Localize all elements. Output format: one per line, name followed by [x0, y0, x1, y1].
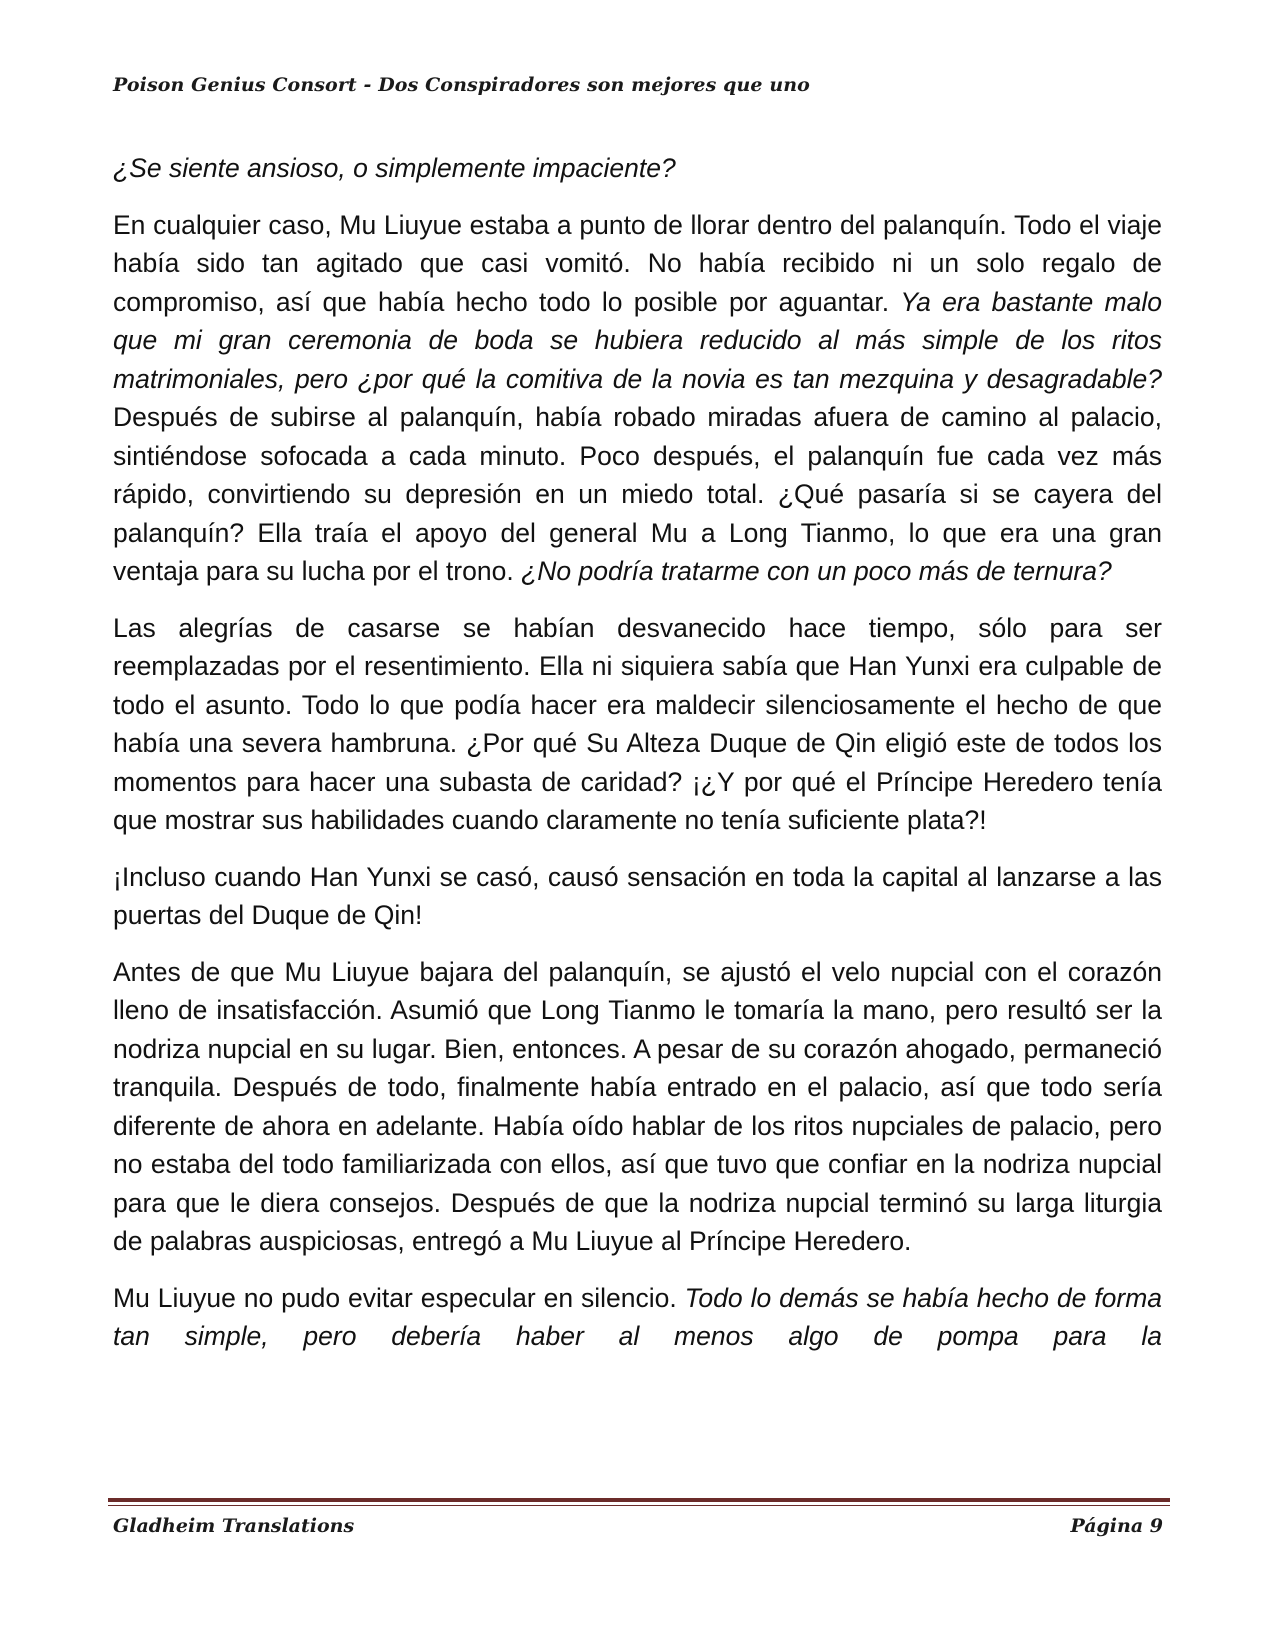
paragraph-1: ¿Se siente ansioso, o simplemente impaciente? [113, 153, 676, 183]
footer-divider-thin [108, 1505, 1170, 1506]
paragraph-4: ¡Incluso cuando Han Yunxi se casó, causó sensación en toda la capital al lanzarse a las puertas del Duque de Qin! [113, 861, 1162, 930]
paragraph-6-text-a: Mu Liuyue no pudo evitar especular en silencio. [113, 1282, 685, 1313]
paragraph-6 [113, 1279, 1162, 1356]
paragraph-2-text-c: Después de subirse al palanquín, había robado miradas afuera de camino al palacio, sintiéndose sofocada a cada minuto. Poco después, el palanquín fue cada vez más rápido, convirtiendo su depresión en un miedo total. ¿Qué pasaría si se cayera del palanquín? Ella traía el apoyo del general Mu a Long Tianmo, lo que era una gran ventaja para su lucha por el trono. [113, 402, 1162, 586]
paragraph-2-thought: Ya era bastante malo que mi gran ceremonia de boda se hubiera reducido al más simple de los ritos matrimoniales, pero ¿por qué la comitiva de la novia es tan mezquina y desagradable? [113, 286, 1162, 394]
paragraph-6-thought: Todo lo demás se había hecho de forma tan simple, pero debería haber al menos algo de pompa para la [113, 1282, 1163, 1351]
paragraph-2-thought-end: ¿No podría tratarme con un poco más de ternura? [521, 556, 1112, 586]
paragraph-2-text-a: En cualquier caso, Mu Liuyue estaba a punto de llorar dentro del palanquín. Todo el viaje había sido tan agitado que casi vomitó. No había recibido ni un solo regalo de compromiso, así que había hecho todo lo posible por aguantar. [113, 209, 1162, 317]
paragraph-2 [113, 206, 1162, 591]
paragraph-3: Las alegrías de casarse se habían desvanecido hace tiempo, sólo para ser reemplazadas por el resentimiento. Ella ni siquiera sabía que Han Yunxi era culpable de todo el asunto. Todo lo que podía hacer era maldecir silenciosamente el hecho de que había una severa hambruna. ¿Por qué Su Alteza Duque de Qin eligió este de todos los momentos para hacer una subasta de caridad? ¡¿Y por qué el Príncipe Heredero tenía que mostrar sus habilidades cuando claramente no tenía suficiente plata?! [113, 612, 1162, 835]
footer-translator-credit: Gladheim Translations [113, 1515, 355, 1537]
page-header-title: Poison Genius Consort - Dos Conspiradores son mejores que uno [113, 74, 810, 96]
footer-divider-thick [108, 1498, 1170, 1502]
paragraph-5: Antes de que Mu Liuyue bajara del palanquín, se ajustó el velo nupcial con el corazón lleno de insatisfacción. Asumió que Long Tianmo le tomaría la mano, pero resultó ser la nodriza nupcial en su lugar. Bien, entonces. A pesar de su corazón ahogado, permaneció tranquila. Después de todo, finalmente había entrado en el palacio, así que todo sería diferente de ahora en adelante. Había oído hablar de los ritos nupciales de palacio, pero no estaba del todo familiarizada con ellos, así que tuvo que confiar en la nodriza nupcial para que le diera consejos. Después de que la nodriza nupcial terminó su larga liturgia de palabras auspiciosas, entregó a Mu Liuyue al Príncipe Heredero. [113, 956, 1162, 1256]
footer-page-number: Página 9 [1070, 1515, 1163, 1537]
document-body [113, 149, 1162, 1374]
